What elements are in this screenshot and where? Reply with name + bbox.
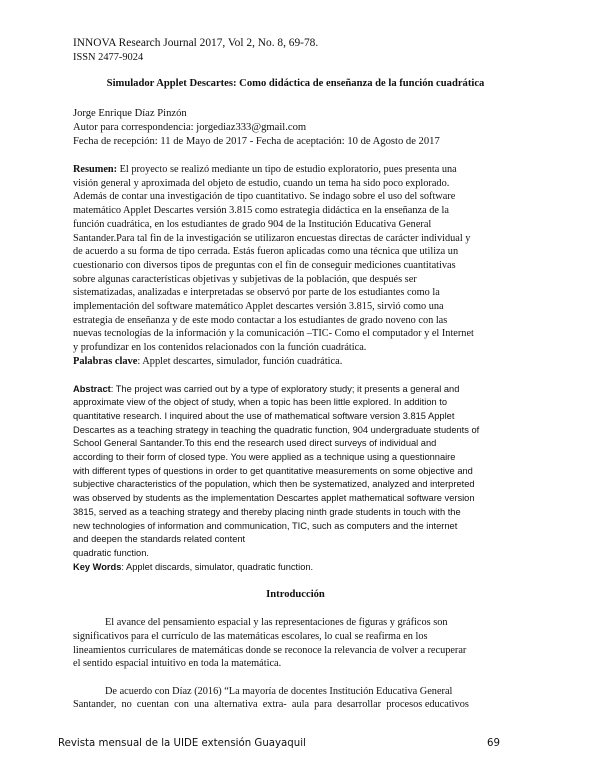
abstract — [73, 383, 518, 561]
palabras-clave: Palabras clave: Applet descartes, simulador, función cuadrática. — [73, 355, 343, 367]
key-words: Key Words: Applet discards, simulator, quadratic function. — [73, 561, 314, 572]
abstract-line: Abstract: The project was carried out by a type of exploratory study; it presents a general and — [73, 383, 460, 394]
page-footer — [58, 737, 500, 751]
abstract-line: according to their form of closed type. You were applied as a technique using a questionnaire — [73, 452, 456, 463]
intro-paragraph-1 — [73, 616, 518, 670]
footer-journal: Revista mensual de la UIDE extensión Guayaquil — [58, 738, 306, 749]
section-heading-introduccion: Introducción — [266, 589, 325, 601]
resumen-label: Resumen: — [73, 164, 118, 175]
resumen-line: matemático Applet Descartes versión 3.815 como estrategia didáctica en la enseñanza de la — [73, 205, 449, 217]
abstract-line: approximate view of the object of study, when a topic has been little explored. In addition to — [73, 397, 447, 408]
page-number: 69 — [487, 738, 500, 749]
resumen-line: visión general y aproximada del objeto de estudio, cuando un tema ha sido poco explorado. — [73, 177, 450, 189]
resumen-line: Además de contar una investigación de tipo cuantitativo. Se indago sobre el uso del software — [73, 191, 456, 203]
abstract-line: 3815, served as a teaching strategy and thereby placing ninth grade students in touch with the — [73, 506, 461, 517]
author-block — [73, 107, 518, 149]
resumen-line: estrategia de enseñanza y de este modo contactar a los estudiantes de grado noveno con las — [73, 314, 448, 326]
abstract-line: quantitative research. I inquired about the use of mathematical software version 3.815 Applet — [73, 410, 455, 421]
paper-title: Simulador Applet Descartes: Como didáctica de enseñanza de la función cuadrática — [106, 78, 485, 89]
issn: ISSN 2477-9024 — [73, 52, 144, 63]
paragraph-line: significativos para el currículo de las matemáticas escolares, lo cual se reafirma en los — [73, 630, 428, 642]
resumen-line: Resumen: El proyecto se realizó mediante un tipo de estudio exploratorio, pues presenta una — [73, 164, 457, 175]
resumen-line: y profundizar en los contenidos relacionados con la función cuadrática. — [73, 342, 367, 354]
abstract-line: with different types of questions in order to get quantitative measurements on some objective and — [73, 465, 473, 476]
author-name: Jorge Enrique Díaz Pinzón — [73, 108, 187, 119]
abstract-label: Abstract — [73, 383, 111, 394]
resumen-line: Santander.Para tal fin de la investigación se utilizaron encuestas directas de carácter individual y — [73, 232, 471, 244]
abstract-line: subjective characteristics of the population, which then be systematized, analyzed and interpreted — [73, 479, 475, 490]
journal-header: INNOVA Research Journal 2017, Vol 2, No. 8, 69-78. — [73, 37, 319, 49]
resumen-line: nuevas tecnologías de la información y la comunicación –TIC- Como el computador y el Internet — [73, 328, 474, 340]
abstract-line: School General Santander.To this end the research used direct surveys of individual and — [73, 438, 437, 449]
key-words-label: Key Words — [73, 561, 122, 572]
paragraph-line: el sentido espacial intuitivo en toda la matemática. — [73, 658, 282, 670]
resumen — [73, 163, 518, 355]
resumen-line: sistematizadas, analizadas e interpretadas se observó por parte de los estudiantes como la — [73, 287, 440, 299]
abstract-line: quadratic function. — [73, 547, 149, 558]
abstract-line: was observed by students as the implementation Descartes applet mathematical software version — [73, 493, 475, 504]
abstract-line: Descartes as a teaching strategy in teaching the quadratic function, 904 undergraduate students of — [73, 424, 480, 435]
paragraph-line: De acuerdo con Díaz (2016) “La mayoría de docentes Institución Educativa General — [105, 685, 453, 697]
paragraph-line: Santander, no cuentan con una alternativa extra- aula para desarrollar procesos educativos — [73, 699, 469, 711]
dates: Fecha de recepción: 11 de Mayo de 2017 - Fecha de aceptación: 10 de Agosto de 2017 — [73, 136, 440, 147]
palabras-clave-label: Palabras clave — [73, 355, 138, 367]
paragraph-line: El avance del pensamiento espacial y las representaciones de figuras y gráficos son — [105, 617, 448, 629]
resumen-line: cuestionario con diversos tipos de preguntas con el fin de conseguir mediciones cuantitativas — [73, 259, 456, 271]
paragraph-line: lineamientos curriculares de matemáticas donde se reconoce la relevancia de volver a recuperar — [73, 644, 467, 656]
abstract-line: new technologies of information and communication, TIC, such as computers and the internet — [73, 520, 458, 531]
resumen-line: función cuadrática, en los estudiantes de grado 904 de la Institución Educativa General — [73, 218, 432, 230]
resumen-line: de acuerdo a su forma de tipo cerrada. Estás fueron aplicadas como una técnica que utiliza un — [73, 246, 459, 258]
author-correspondence: Autor para correspondencia: jorgediaz333@gmail.com — [73, 122, 307, 133]
intro-paragraph-2 — [73, 685, 518, 712]
resumen-line: sobre algunas características objetivas y subjetivas de la población, que después ser — [73, 273, 417, 285]
abstract-line: and deepen the standards related content — [73, 534, 246, 545]
resumen-line: implementación del software matemático Applet descartes versión 3.815, sirvió como una — [73, 301, 444, 313]
